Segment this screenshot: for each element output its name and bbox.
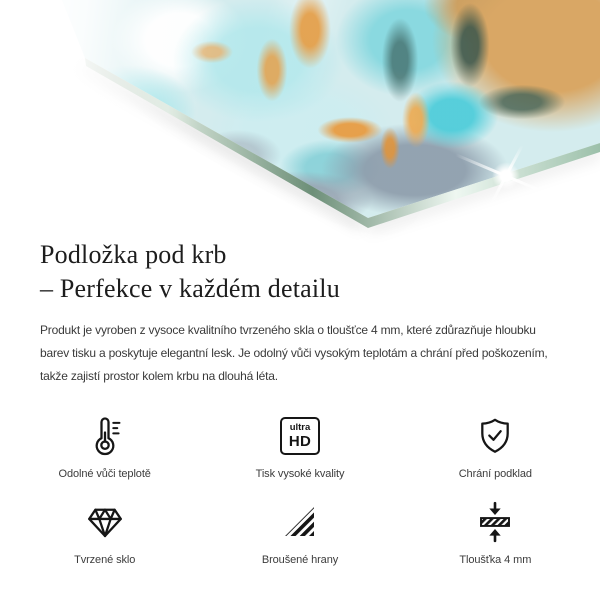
feature-print-quality: [202, 412, 397, 480]
feature-label: Tvrzené sklo: [74, 554, 136, 566]
shield-check-icon: [474, 414, 516, 458]
feature-heat-resistant: [7, 412, 202, 480]
feature-icon-wrap: [280, 412, 320, 460]
feature-icon-wrap: [279, 498, 321, 546]
feature-icon-wrap: [474, 412, 516, 460]
feature-icon-wrap: [83, 498, 127, 546]
feature-beveled-edges: [202, 498, 397, 566]
ultra-hd-icon-text-bottom: HD: [288, 432, 312, 450]
feature-label: Tisk vysoké kvality: [255, 468, 345, 480]
thermometer-icon: [84, 413, 126, 459]
feature-tempered-glass: [7, 498, 202, 566]
title-line-2: – Perfekce v každém detailu: [40, 274, 340, 303]
product-image: [0, 0, 600, 240]
feature-icon-wrap: [84, 412, 126, 460]
thickness-icon: [474, 500, 516, 544]
feature-label: Odolné vůči teplotě: [58, 468, 151, 480]
feature-icon-wrap: [474, 498, 516, 546]
feature-label: Chrání podklad: [458, 468, 532, 480]
product-info-section: [40, 232, 570, 566]
title-line-1: Podložka pod krb: [40, 240, 227, 269]
product-description: [40, 319, 570, 388]
beveled-edges-icon: [279, 501, 321, 543]
feature-protects-floor: [398, 412, 593, 480]
white-fade-overlay: [0, 0, 600, 240]
feature-label: Broušené hrany: [261, 554, 339, 566]
ultra-hd-icon: [280, 417, 320, 455]
diamond-icon: [83, 501, 127, 543]
description-line: takže zajistí prostor kolem krbu na dlouhá léta.: [40, 369, 278, 383]
sparkle-core: [492, 162, 520, 190]
feature-thickness: [398, 498, 593, 566]
ultra-hd-icon-text-top: ultra: [289, 422, 311, 434]
page-title: [40, 232, 570, 306]
feature-label: Tloušťka 4 mm: [459, 554, 532, 566]
description-line: Produkt je vyroben z vysoce kvalitního tvrzeného skla o tloušťce 4 mm, které zdůrazňuje hloubku: [40, 323, 536, 337]
features-grid: [7, 412, 593, 566]
description-line: barev tisku a poskytuje elegantní lesk. Je odolný vůči vysokým teplotám a chrání před poškozením,: [40, 346, 548, 360]
